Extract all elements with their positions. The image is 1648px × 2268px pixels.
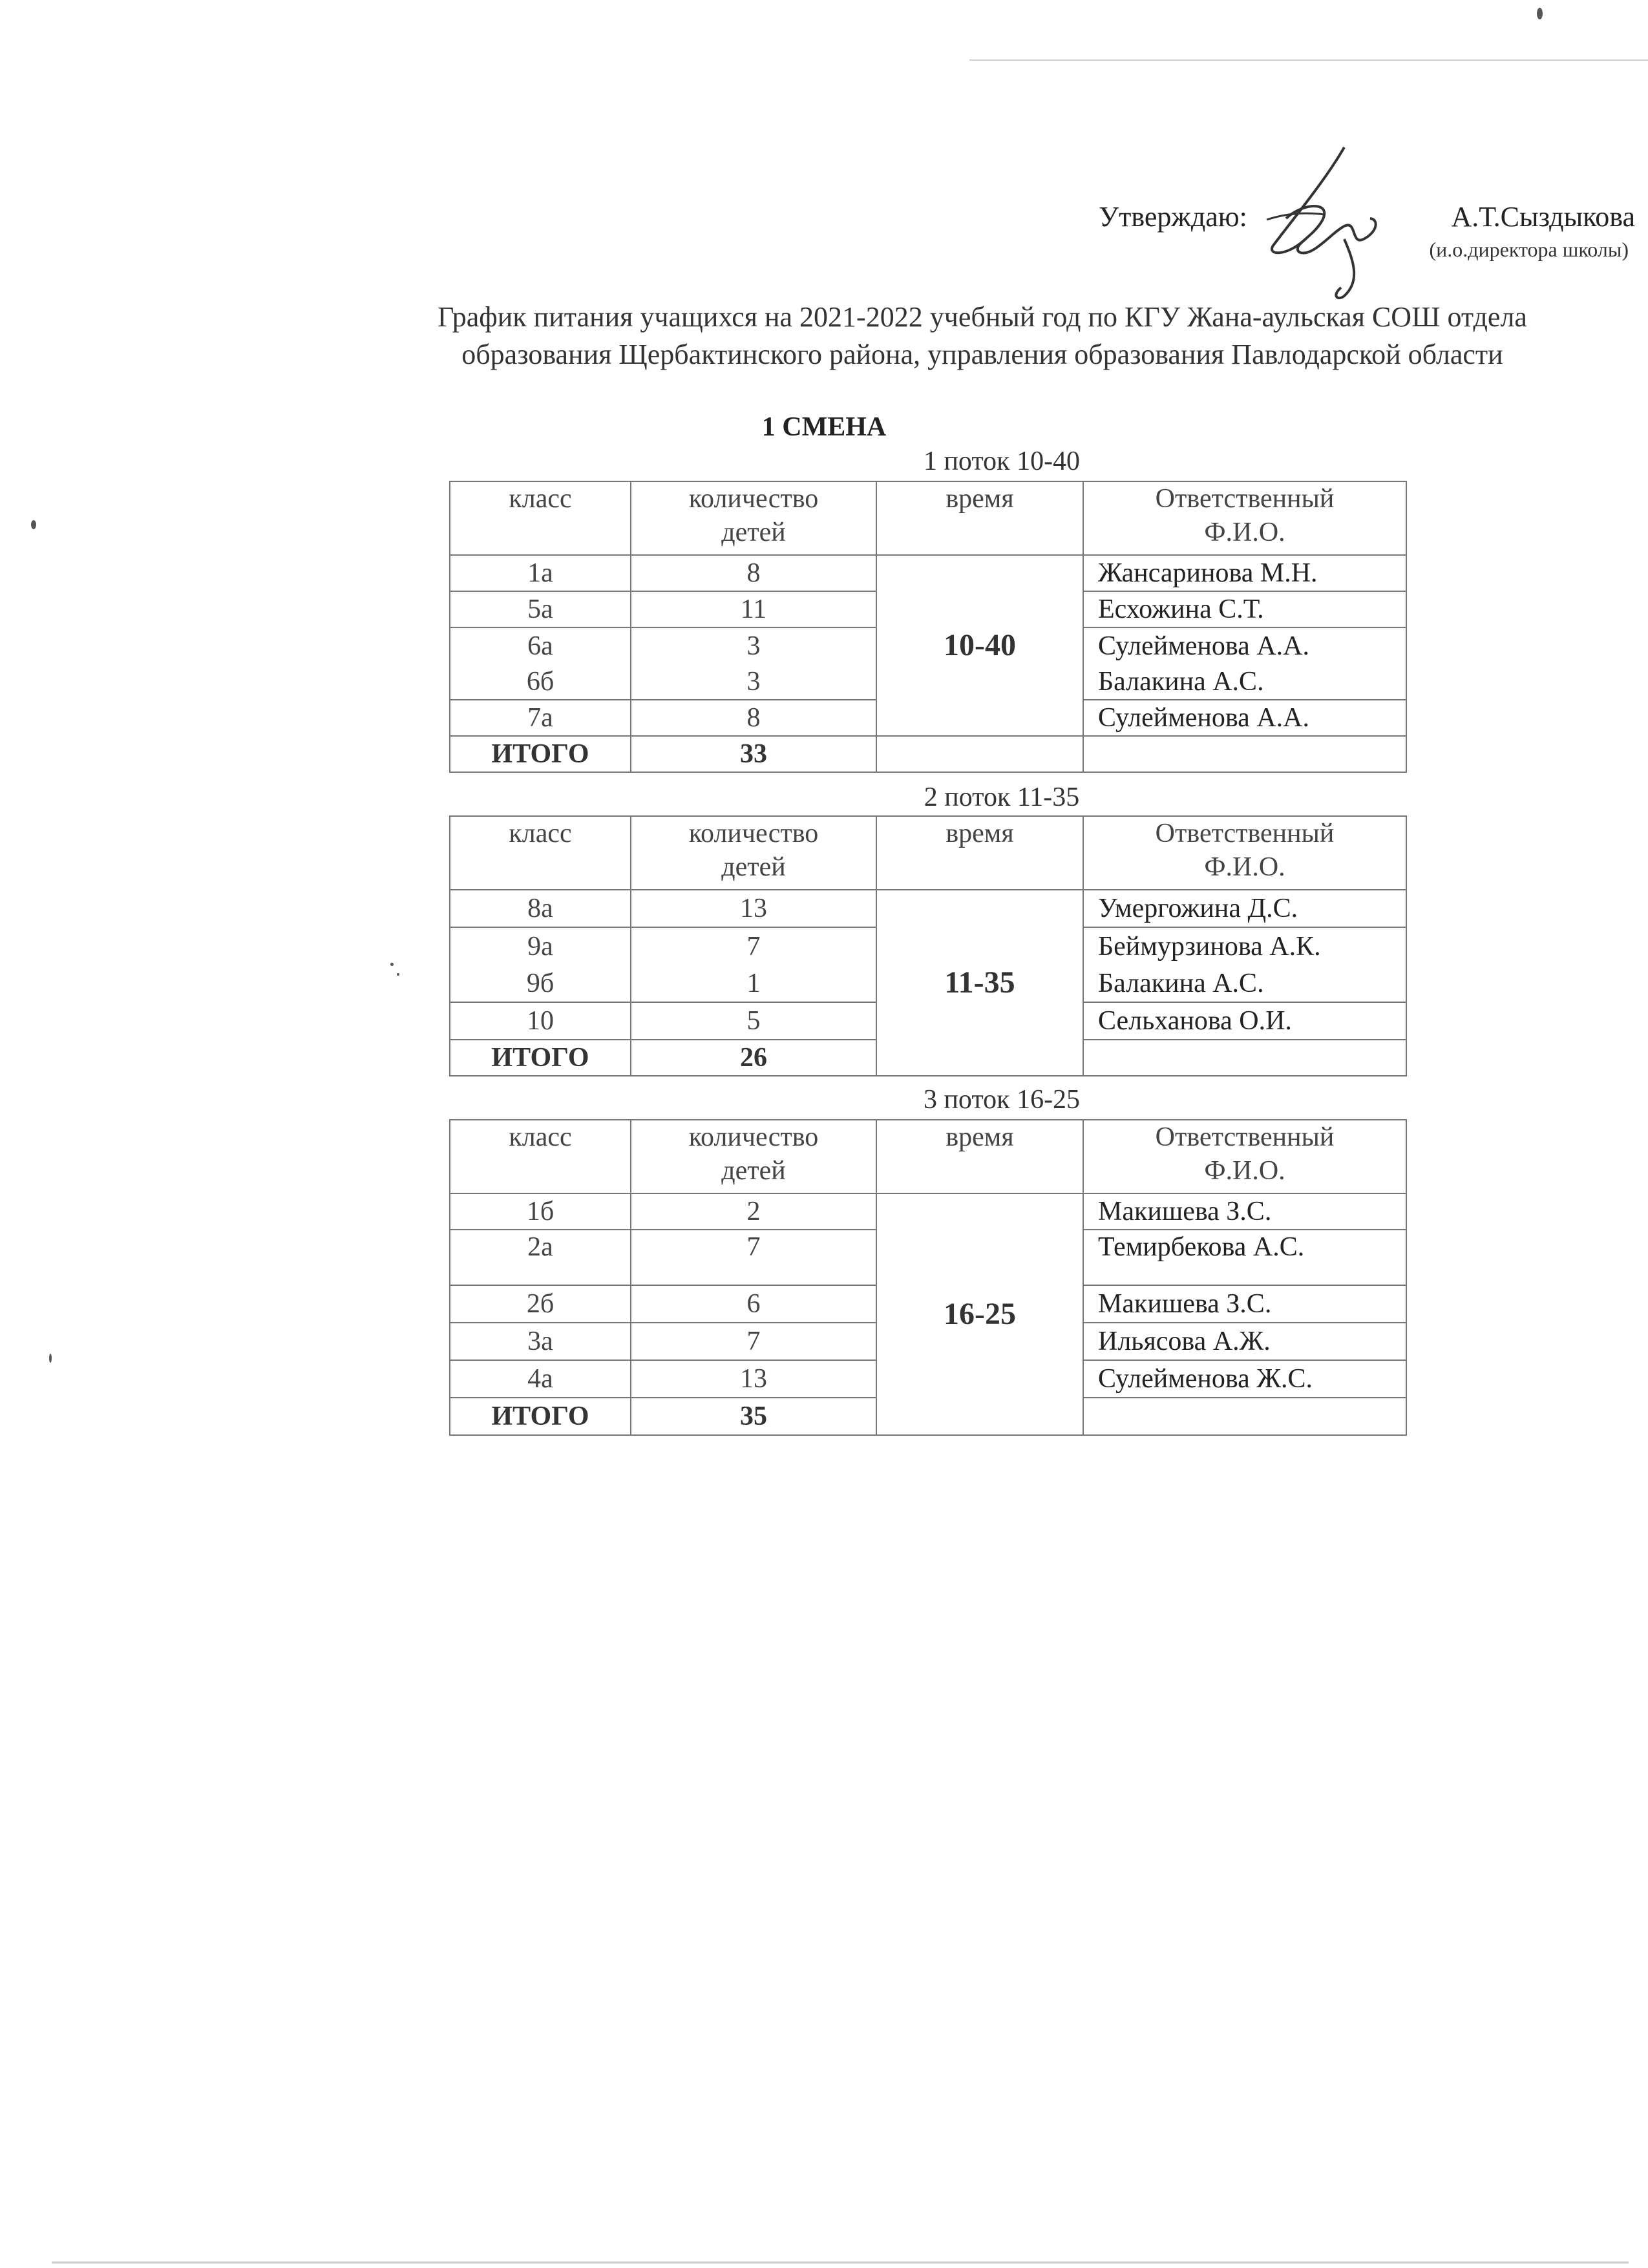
empty-cell bbox=[1083, 1398, 1406, 1435]
count-cell: 6 bbox=[631, 1285, 876, 1323]
total-count: 33 bbox=[631, 736, 876, 772]
header-responsible bbox=[1083, 816, 1406, 890]
header-resp-line2: Ф.И.О. bbox=[1204, 852, 1285, 882]
count-cell: 3 bbox=[631, 627, 876, 664]
header-count-line1: количество bbox=[688, 484, 819, 514]
count-cell: 7 bbox=[631, 1323, 876, 1360]
header-time bbox=[876, 481, 1083, 555]
count-cell: 8 bbox=[631, 700, 876, 736]
header-resp-line1: Ответственный bbox=[1155, 1122, 1335, 1152]
responsible-cell: Сулейменова А.А. bbox=[1083, 700, 1406, 736]
header-count-line1: количество bbox=[688, 1122, 819, 1152]
count-cell: 13 bbox=[631, 1360, 876, 1398]
table-row bbox=[450, 555, 1406, 591]
flow-title: 3 поток 16-25 bbox=[923, 1085, 1081, 1115]
count-cell: 11 bbox=[631, 591, 876, 627]
class-cell: 7а bbox=[450, 700, 631, 736]
time-cell: 11-35 bbox=[876, 890, 1083, 1076]
header-count-line2: детей bbox=[721, 518, 786, 547]
handwritten-signature bbox=[1247, 142, 1415, 304]
responsible-cell: Сулейменова А.А. bbox=[1083, 627, 1406, 664]
header-resp-line2: Ф.И.О. bbox=[1204, 1156, 1285, 1186]
header-time-label: время bbox=[945, 819, 1014, 848]
header-time bbox=[876, 1120, 1083, 1193]
header-count-line1: количество bbox=[688, 819, 819, 848]
class-cell: 2б bbox=[450, 1285, 631, 1323]
count-cell: 7 bbox=[631, 927, 876, 965]
total-count: 35 bbox=[631, 1398, 876, 1435]
header-count bbox=[631, 481, 876, 555]
responsible-cell: Макишева З.С. bbox=[1083, 1193, 1406, 1230]
count-cell: 13 bbox=[631, 890, 876, 927]
table-header-row bbox=[450, 816, 1406, 890]
class-cell: 1а bbox=[450, 555, 631, 591]
responsible-cell: Балакина А.С. bbox=[1083, 664, 1406, 700]
scan-speck bbox=[390, 963, 394, 966]
header-time bbox=[876, 816, 1083, 890]
class-cell: 10 bbox=[450, 1002, 631, 1040]
class-cell: 8а bbox=[450, 890, 631, 927]
header-count-line2: детей bbox=[721, 852, 786, 882]
table-header-row bbox=[450, 1120, 1406, 1193]
responsible-cell: Сельханова О.И. bbox=[1083, 1002, 1406, 1040]
scan-speck bbox=[397, 973, 399, 976]
responsible-cell: Жансаринова М.Н. bbox=[1083, 555, 1406, 591]
class-cell: 9б bbox=[450, 965, 631, 1002]
class-cell: 2а bbox=[450, 1230, 631, 1285]
total-label: ИТОГО bbox=[450, 1040, 631, 1076]
shift-heading: 1 СМЕНА bbox=[761, 412, 887, 442]
header-count bbox=[631, 816, 876, 890]
responsible-cell: Ильясова А.Ж. bbox=[1083, 1323, 1406, 1360]
scan-speck bbox=[31, 520, 36, 529]
approver-name: А.Т.Сыздыкова bbox=[1451, 201, 1635, 233]
count-cell: 8 bbox=[631, 555, 876, 591]
total-count: 26 bbox=[631, 1040, 876, 1076]
responsible-cell: Есхожина С.Т. bbox=[1083, 591, 1406, 627]
class-cell: 3а bbox=[450, 1323, 631, 1360]
class-cell: 1б bbox=[450, 1193, 631, 1230]
document-title bbox=[336, 299, 1629, 373]
flow-title: 1 поток 10-40 bbox=[923, 446, 1081, 476]
header-responsible bbox=[1083, 1120, 1406, 1193]
responsible-cell: Сулейменова Ж.С. bbox=[1083, 1360, 1406, 1398]
schedule-table-flow-2 bbox=[449, 815, 1407, 1076]
class-cell: 9а bbox=[450, 927, 631, 965]
header-resp-line1: Ответственный bbox=[1155, 484, 1335, 514]
schedule-table-flow-1 bbox=[449, 481, 1407, 773]
table-header-row bbox=[450, 481, 1406, 555]
class-cell: 6а bbox=[450, 627, 631, 664]
title-line-2: образования Щербактинского района, управления образования Павлодарской области bbox=[461, 339, 1503, 370]
header-resp-line1: Ответственный bbox=[1155, 819, 1335, 848]
total-label: ИТОГО bbox=[450, 1398, 631, 1435]
approver-role: (и.о.директора школы) bbox=[1429, 238, 1629, 261]
scan-speck bbox=[1537, 8, 1543, 19]
header-class bbox=[450, 481, 631, 555]
title-line-1: График питания учащихся на 2021-2022 учебный год по КГУ Жана-аульская СОШ отдела bbox=[438, 301, 1527, 333]
header-resp-line2: Ф.И.О. bbox=[1204, 518, 1285, 547]
header-class-label: класс bbox=[509, 1122, 572, 1152]
count-cell: 3 bbox=[631, 664, 876, 700]
time-cell: 16-25 bbox=[876, 1193, 1083, 1435]
count-cell: 5 bbox=[631, 1002, 876, 1040]
scan-speck bbox=[49, 1354, 52, 1363]
count-cell: 7 bbox=[631, 1230, 876, 1285]
class-cell: 6б bbox=[450, 664, 631, 700]
header-time-label: время bbox=[945, 484, 1014, 514]
header-time-label: время bbox=[945, 1122, 1014, 1152]
count-cell: 2 bbox=[631, 1193, 876, 1230]
count-cell: 1 bbox=[631, 965, 876, 1002]
responsible-cell: Умергожина Д.С. bbox=[1083, 890, 1406, 927]
approval-label: Утверждаю: bbox=[1099, 201, 1247, 233]
table-row bbox=[450, 890, 1406, 927]
header-class-label: класс bbox=[509, 484, 572, 514]
total-row bbox=[450, 736, 1406, 772]
time-cell: 10-40 bbox=[876, 555, 1083, 736]
class-cell: 5а bbox=[450, 591, 631, 627]
header-class bbox=[450, 1120, 631, 1193]
schedule-table-flow-3 bbox=[449, 1119, 1407, 1436]
header-count bbox=[631, 1120, 876, 1193]
class-cell: 4а bbox=[450, 1360, 631, 1398]
responsible-cell: Темирбекова А.С. bbox=[1083, 1230, 1406, 1285]
flow-title: 2 поток 11-35 bbox=[924, 782, 1080, 812]
header-count-line2: детей bbox=[721, 1156, 786, 1186]
responsible-cell: Балакина А.С. bbox=[1083, 965, 1406, 1002]
responsible-cell: Макишева З.С. bbox=[1083, 1285, 1406, 1323]
total-label: ИТОГО bbox=[450, 736, 631, 772]
empty-cell bbox=[1083, 736, 1406, 772]
table-row bbox=[450, 1193, 1406, 1230]
scan-edge-line bbox=[52, 2262, 1629, 2263]
header-responsible bbox=[1083, 481, 1406, 555]
empty-cell bbox=[876, 736, 1083, 772]
responsible-cell: Беймурзинова А.К. bbox=[1083, 927, 1406, 965]
empty-cell bbox=[1083, 1040, 1406, 1076]
header-class bbox=[450, 816, 631, 890]
header-class-label: класс bbox=[509, 819, 572, 848]
scan-edge-line bbox=[969, 59, 1648, 61]
